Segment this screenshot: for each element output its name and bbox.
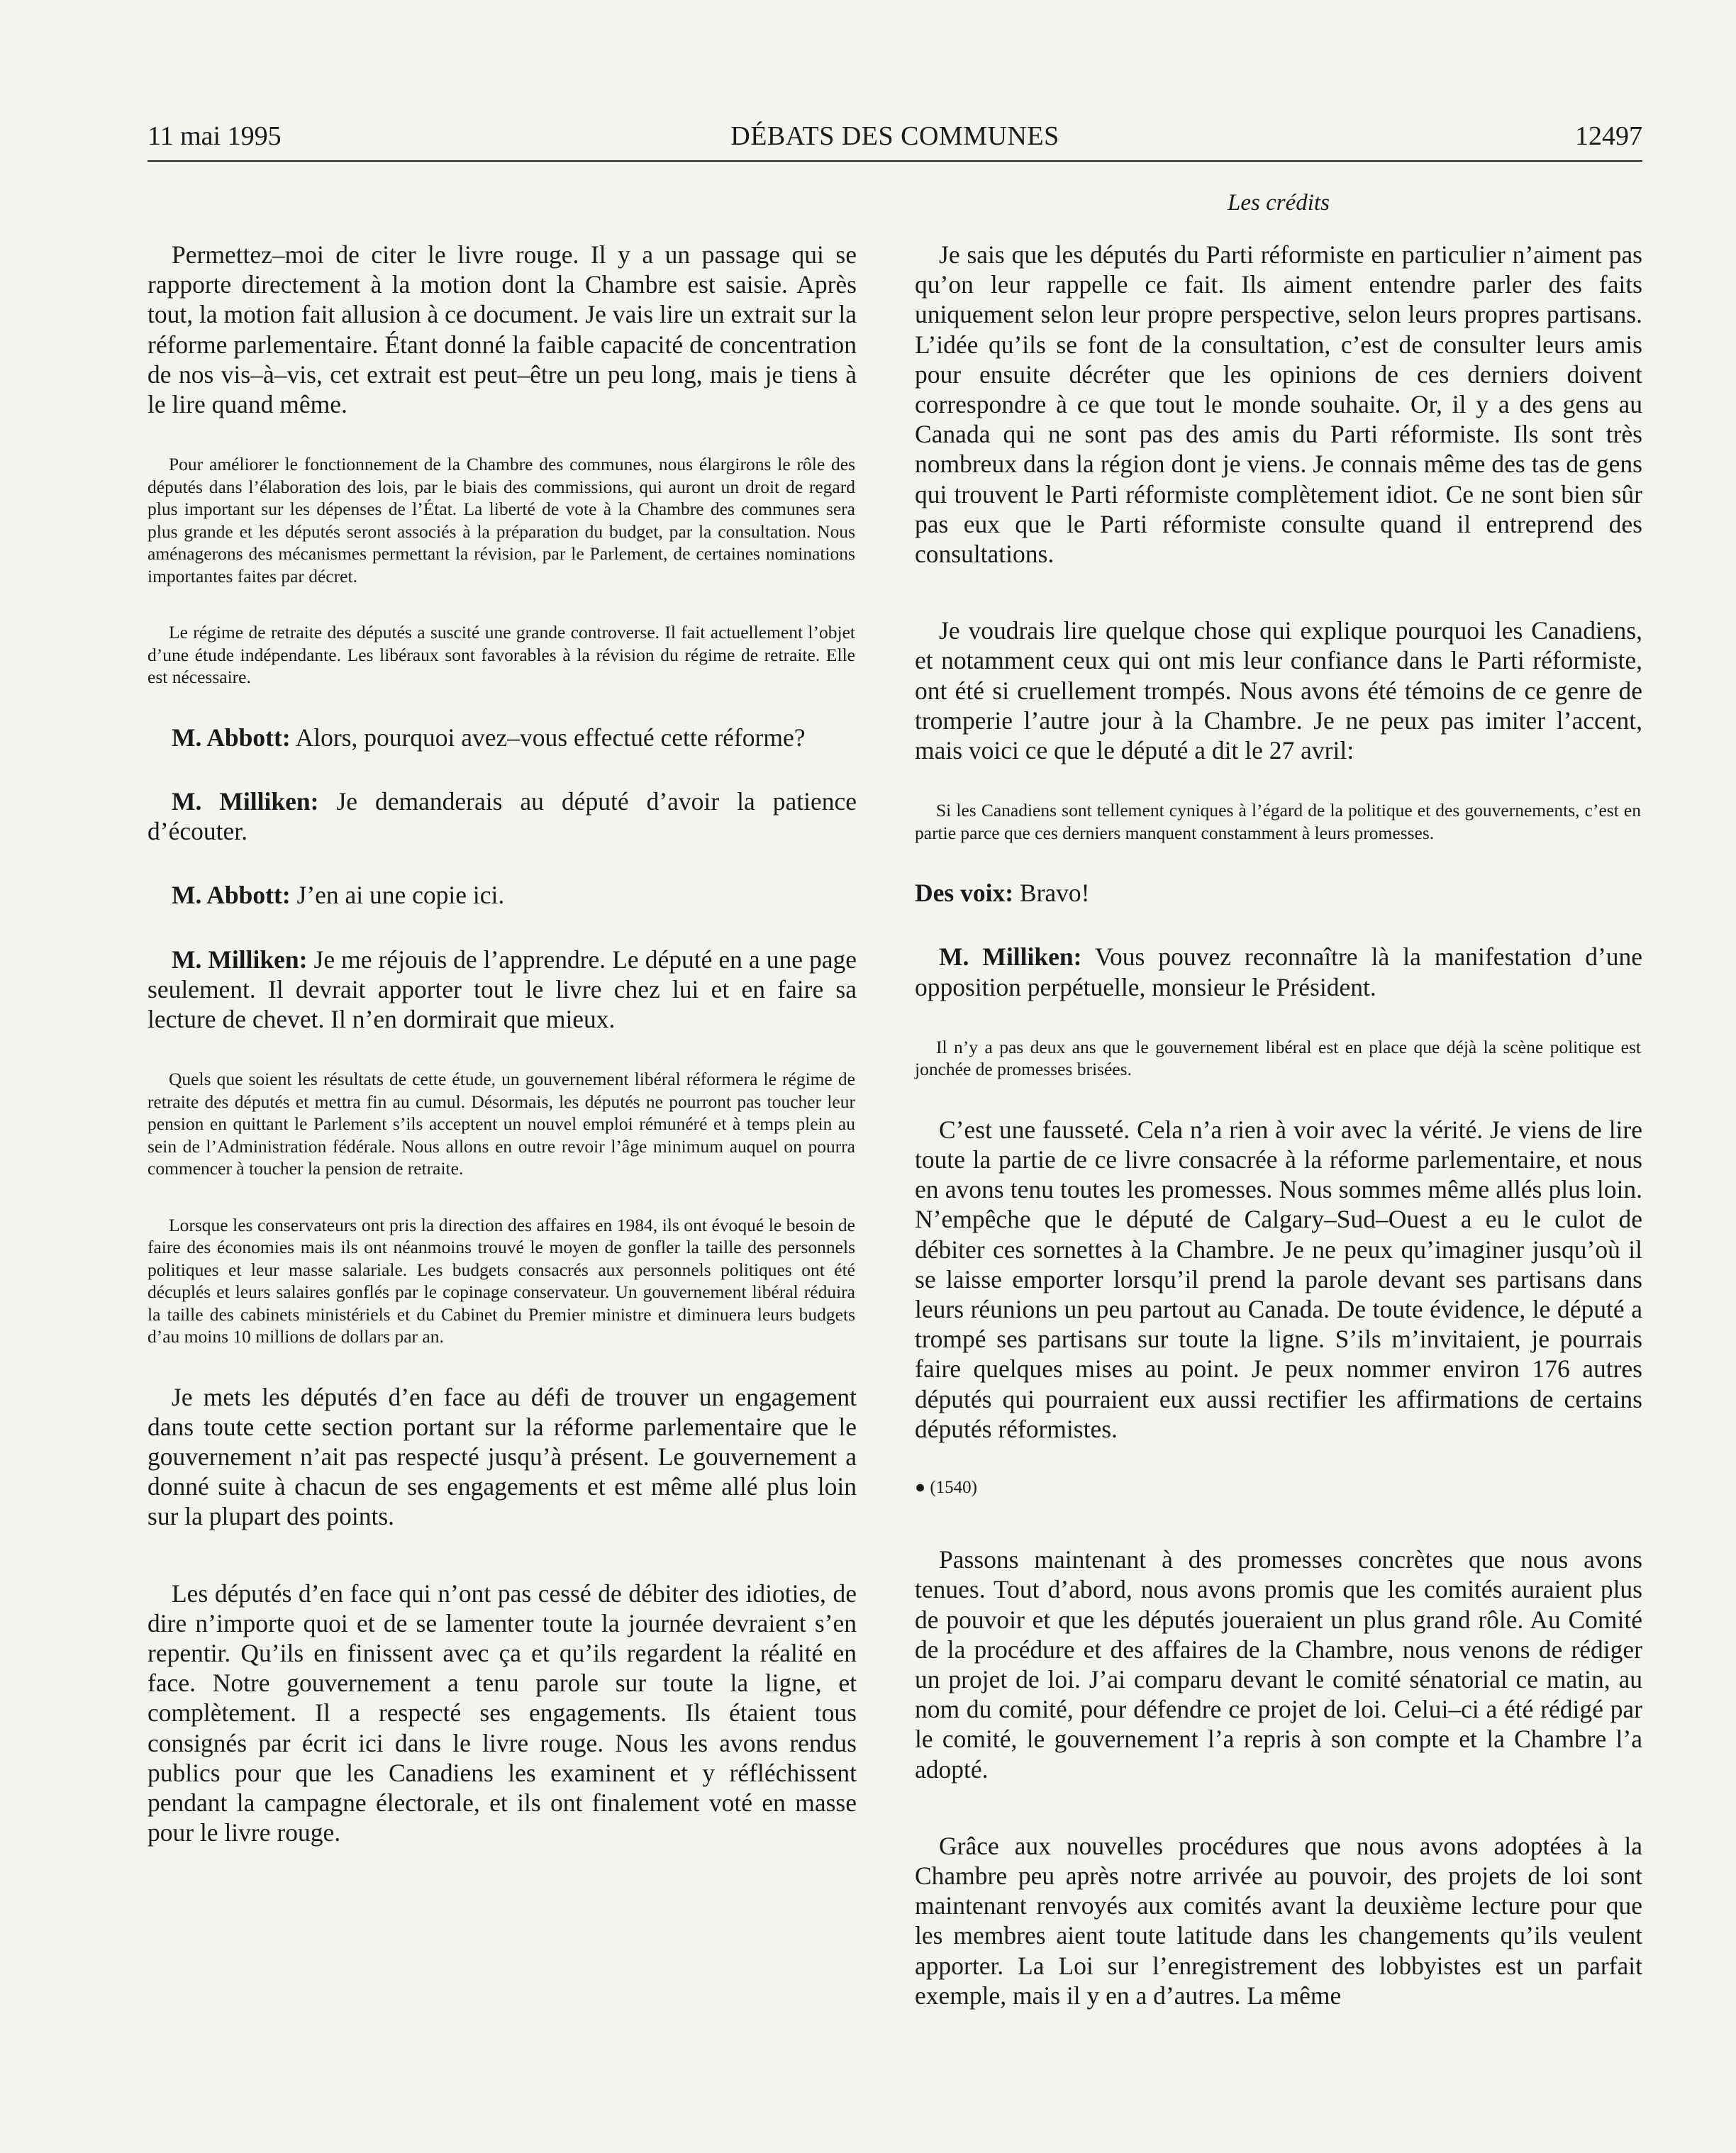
speech-text: J’en ai une copie ici. bbox=[296, 881, 505, 910]
speech-text: Alors, pourquoi avez–vous effectué cette réforme? bbox=[295, 723, 806, 752]
quotation: Le régime de retraite des députés a suscité une grande controverse. Il fait actuellement l’objet d’une étude indépendante. Les libéraux sont favorables à la révision du régime de retraite. Elle est nécessaire. bbox=[148, 622, 855, 688]
speaker-name: M. Milliken: bbox=[939, 942, 1082, 972]
speech-text: Vous pouvez reconnaître là la manifestation d’une opposition perpétuelle, monsieur le Président. bbox=[915, 942, 1643, 1001]
running-head: Les crédits bbox=[1228, 190, 1330, 216]
speaker-name: M. Abbott: bbox=[172, 881, 291, 910]
paragraph: Permettez–moi de citer le livre rouge. Il y a un passage qui se rapporte directement à la motion dont la Chambre est saisie. Après tout, la motion fait allusion à ce document. Je vais lire un extrait sur la réforme parlementaire. Étant donné la faible capacité de concentration de nos vis–à–vis, cet extrait est peut–être un peu long, mais je tiens à le lire quand même. bbox=[148, 240, 857, 419]
speech bbox=[148, 945, 857, 1035]
time-marker: ● (1540) bbox=[915, 1478, 978, 1498]
paragraph: Je sais que les députés du Parti réformiste en particulier n’aiment pas qu’on leur rappelle ce fait. Ils aiment entendre parler des faits uniquement selon leur propre perspective, selon leurs propres partisans. L’idée qu’ils se font de la consultation, c’est de consulter leurs amis pour ensuite décréter que les opinions de ces derniers doivent correspondre à ce que tout le monde souhaite. Or, il y a des gens au Canada qui ne sont pas des amis du Parti réformiste. Ils sont très nombreux dans la région dont je viens. Je connais même des tas de gens qui trouvent le Parti réformiste complètement idiot. Ce ne sont bien sûr pas eux que le Parti réformiste consulte quand il entreprend des consultations. bbox=[915, 240, 1642, 569]
quotation: Si les Canadiens sont tellement cyniques à l’égard de la politique et des gouvernements, c’est en partie parce que ces derniers manquent constamment à leurs promesses. bbox=[915, 800, 1641, 843]
quotation: Pour améliorer le fonctionnement de la Chambre des communes, nous élargirons le rôle des députés dans l’élaboration des lois, par le biais des commissions, qui auront un droit de regard plus important sur les dépenses de l’État. La liberté de vote à la Chambre des communes sera plus grande et les députés seront associés à la préparation du budget, par la consultation. Nous aménagerons des mécanismes permettant la révision, par le Parlement, de certaines nominations importantes faites par décret. bbox=[148, 454, 855, 586]
speech-text: Bravo! bbox=[1019, 879, 1090, 908]
speech-text: Je demanderais au député d’avoir la patience d’écouter. bbox=[148, 786, 857, 846]
speaker-name: Des voix: bbox=[915, 879, 1014, 908]
left-column bbox=[148, 240, 857, 1847]
page-header bbox=[148, 118, 1642, 162]
speech bbox=[148, 723, 857, 752]
quotation: Quels que soient les résultats de cette étude, un gouvernement libéral réformera le régime de retraite des députés et mettra fin au cumul. Désormais, les députés ne pourront pas toucher leur pension en quittant le Parlement s’ils acceptent un nouvel emploi rémunéré et à temps plein au sein de l’Administration fédérale. Nous allons en outre revoir l’âge minimum auquel on pourra commencer à toucher la pension de retraite. bbox=[148, 1069, 855, 1179]
paragraph: Je voudrais lire quelque chose qui explique pourquoi les Canadiens, et notamment ceux qui ont mis leur confiance dans le Parti réformiste, ont été si cruellement trompés. Nous avons été témoins de ce genre de tromperie l’autre jour à la Chambre. Je ne peux pas imiter l’accent, mais voici ce que le député a dit le 27 avril: bbox=[915, 616, 1642, 765]
paragraph: C’est une fausseté. Cela n’a rien à voir avec la vérité. Je viens de lire toute la partie de ce livre consacrée à la réforme parlementaire, et nous en avons tenu toutes les promesses. Nous sommes même allés plus loin. N’empêche que le député de Calgary–Sud–Ouest a eu le culot de débiter ces sornettes à la Chambre. Je ne peux qu’imaginer jusqu’où il se laisse emporter lorsqu’il prend la parole devant ses partisans dans leurs réunions un peu partout au Canada. De toute évidence, le député a trompé ses partisans sur toute la ligne. S’ils m’invitaient, je pourrais faire quelques mises au point. Je peux nommer environ 176 autres députés qui pourraient eux aussi rectifier les affirmations de certains députés réformistes. bbox=[915, 1115, 1642, 1443]
speaker-name: M. Abbott: bbox=[172, 723, 291, 752]
header-date: 11 mai 1995 bbox=[148, 121, 282, 151]
quotation: Lorsque les conservateurs ont pris la direction des affaires en 1984, ils ont évoqué le besoin de faire des économies mais ils ont néanmoins trouvé le moyen de gonfler la taille des personnels politiques et leur masse salariale. Les budgets consacrés aux personnels politiques ont été décuplés et leurs salaires gonflés par le copinage conservateur. Un gouvernement libéral réduira la taille des cabinets ministériels et du Cabinet du Premier ministre et diminuera leurs budgets d’au moins 10 millions de dollars par an. bbox=[148, 1214, 855, 1347]
header-title: DÉBATS DES COMMUNES bbox=[730, 121, 1059, 151]
paragraph: Passons maintenant à des promesses concrètes que nous avons tenues. Tout d’abord, nous avons promis que les comités auraient plus de pouvoir et que les députés joueraient un plus grand rôle. Au Comité de la procédure et des affaires de la Chambre, nous venons de rédiger un projet de loi. J’ai comparu devant le comité sénatorial ce matin, au nom du comité, pour défendre ce projet de loi. Celui–ci a été rédigé par le comité, le gouvernement l’a repris à son compte et la Chambre l’a adopté. bbox=[915, 1545, 1642, 1784]
paragraph: Grâce aux nouvelles procédures que nous avons adoptées à la Chambre peu après notre arrivée au pouvoir, des projets de loi sont maintenant renvoyés aux comités avant la deuxième lecture pour que les membres aient toute latitude dans les changements qu’ils veulent apporter. La Loi sur l’enregistrement des lobbyistes est un parfait exemple, mais il y en a d’autres. La même bbox=[915, 1831, 1642, 2010]
speech bbox=[148, 786, 857, 846]
speaker-name: M. Milliken: bbox=[172, 786, 319, 816]
speech-text: Je me réjouis de l’apprendre. Le député en a une page seulement. Il devrait apporter tout le livre chez lui et en faire sa lecture de chevet. Il n’en dormirait que mieux. bbox=[148, 945, 857, 1033]
speaker-name: M. Milliken: bbox=[172, 945, 308, 974]
paragraph: Les députés d’en face qui n’ont pas cessé de débiter des idioties, de dire n’importe quoi et de se lamenter toute la journée devraient s’en repentir. Qu’ils en finissent avec ça et qu’ils regardent la réalité en face. Notre gouvernement a tenu parole sur toute la ligne, et complètement. Il a respecté ses engagements. Ils étaient tous consignés par écrit ici dans le livre rouge. Nous les avons rendus publics pour que les Canadiens les examinent et y réfléchissent pendant la campagne électorale, et ils ont finalement voté en masse pour le livre rouge. bbox=[148, 1579, 857, 1847]
header-page-number: 12497 bbox=[1575, 121, 1642, 151]
quotation: Il n’y a pas deux ans que le gouvernement libéral est en place que déjà la scène politique est jonchée de promesses brisées. bbox=[915, 1036, 1641, 1080]
right-column bbox=[915, 240, 1642, 2010]
speech bbox=[915, 878, 1642, 908]
speech bbox=[148, 880, 857, 910]
speech bbox=[915, 942, 1642, 1001]
paragraph: Je mets les députés d’en face au défi de trouver un engagement dans toute cette section portant sur la réforme parlementaire que le gouvernement n’ait pas respecté jusqu’à présent. Le gouvernement a donné suite à chacun de ses engagements et est même allé plus loin sur la plupart des points. bbox=[148, 1382, 857, 1531]
